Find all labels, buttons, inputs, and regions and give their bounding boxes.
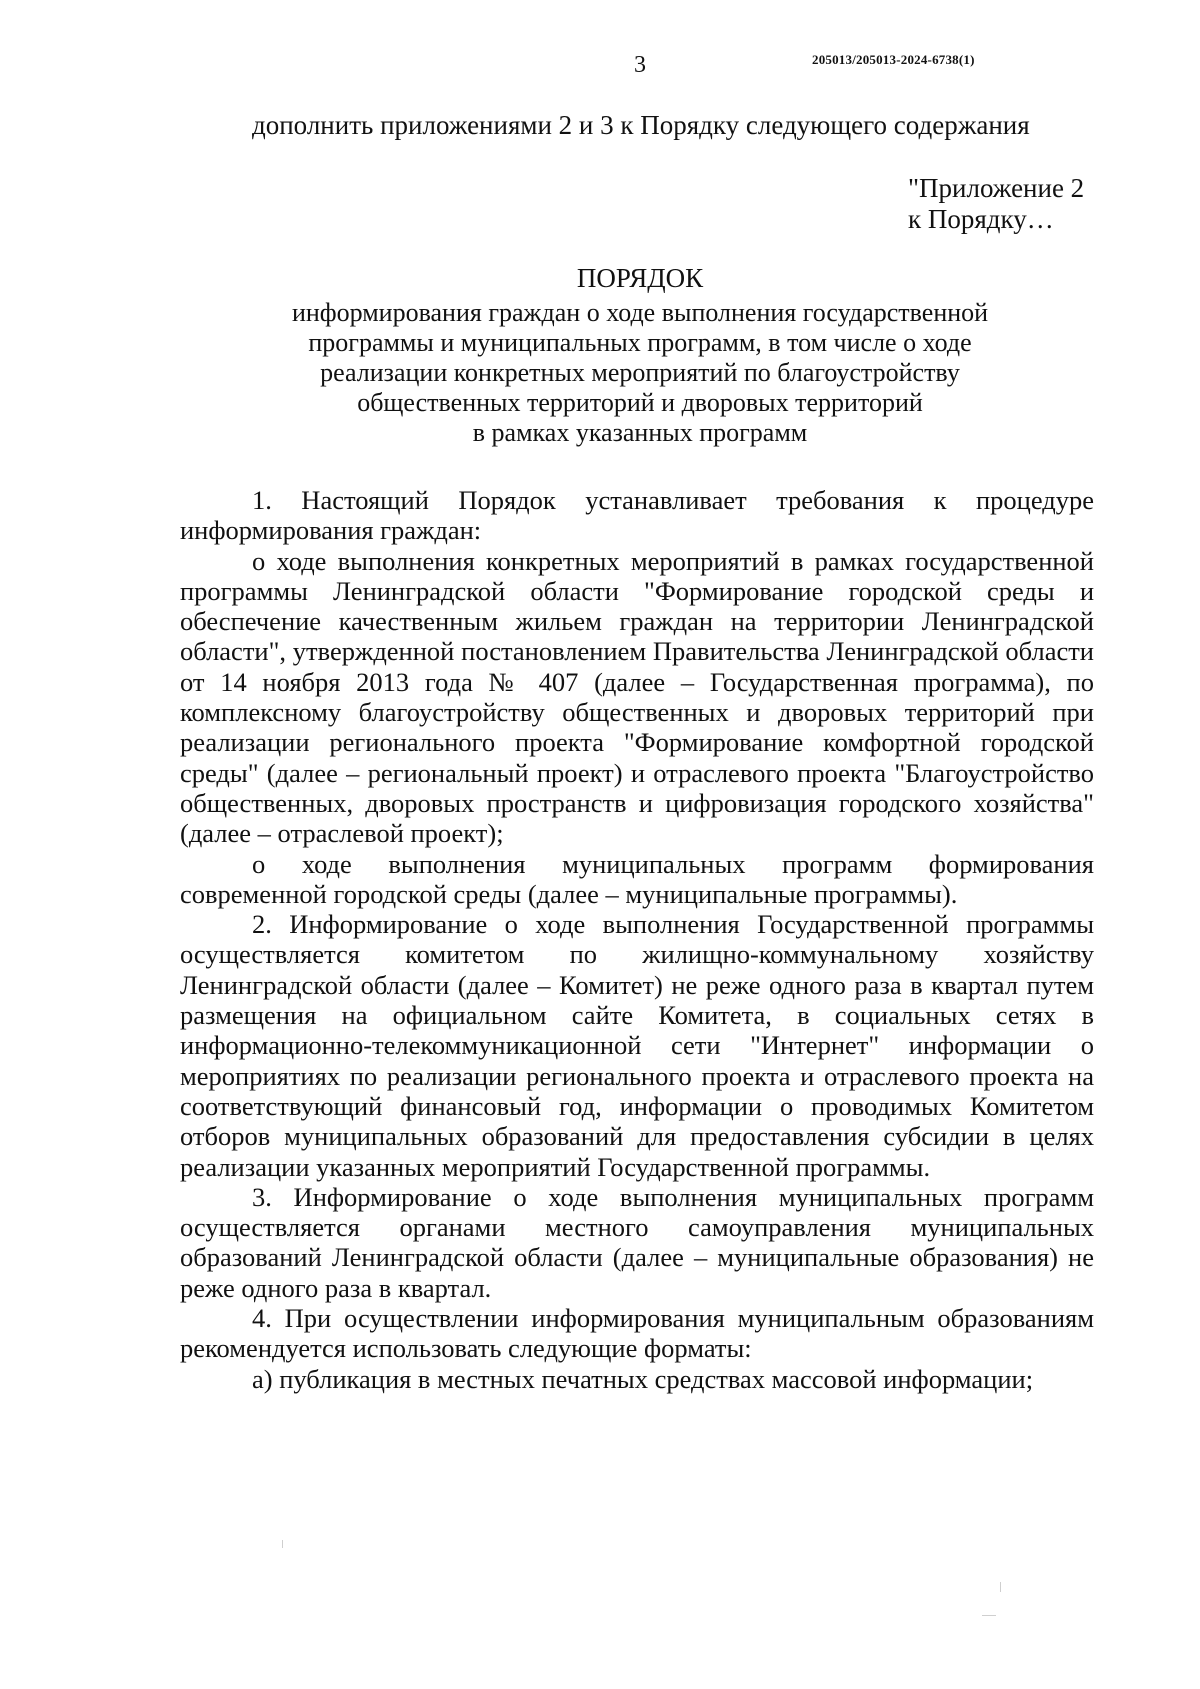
paragraph: 3. Информирование о ходе выполнения муниципальных программ осуществляется органами местного самоуправления муниципальных образований Ленинградской области (далее – муниципальные образования) не реже одного раза в квартал. bbox=[180, 1181, 1094, 1303]
subtitle-line: общественных территорий и дворовых территорий bbox=[357, 388, 923, 417]
paragraph: 1. Настоящий Порядок устанавливает требования к процедуре информирования граждан: bbox=[180, 485, 1094, 546]
scan-artifact bbox=[1000, 1582, 1001, 1592]
document-subtitle bbox=[160, 298, 1120, 448]
intro-line: дополнить приложениями 2 и 3 к Порядку следующего содержания bbox=[252, 110, 1030, 140]
paragraph: а) публикация в местных печатных средствах массовой информации; bbox=[252, 1363, 1034, 1394]
scan-artifact bbox=[982, 1615, 996, 1616]
paragraph: о ходе выполнения муниципальных программ формирования современной городской среды (далее – муниципальные программы). bbox=[180, 848, 1094, 909]
document-body bbox=[180, 485, 1094, 1394]
subtitle-line: в рамках указанных программ bbox=[472, 418, 808, 447]
appendix-line: "Приложение 2 bbox=[908, 173, 1085, 203]
paragraph: 2. Информирование о ходе выполнения Государственной программы осуществляется комитетом по жилищно-коммунальному хозяйству Ленинградской области (далее – Комитет) не реже одного раза в квартал путем размещения на официальном сайте Комитета, в социальных сетях в информационно-телекоммуникационной сети "Интернет" информации о мероприятиях по реализации регионального проекта и отраслевого проекта на соответствующий финансовый год, информации о проводимых Комитетом отборов муниципальных образований для предоставления субсидии в целях реализации указанных мероприятий Государственной программы. bbox=[180, 909, 1094, 1182]
document-id: 205013/205013-2024-6738(1) bbox=[812, 52, 975, 67]
appendix-reference bbox=[908, 173, 1084, 235]
subtitle-line: реализации конкретных мероприятий по благоустройству bbox=[320, 358, 960, 387]
appendix-line: к Порядку… bbox=[908, 204, 1054, 234]
subtitle-line: программы и муниципальных программ, в том числе о ходе bbox=[308, 328, 972, 357]
paragraph: 4. При осуществлении информирования муниципальным образованиям рекомендуется использовать следующие форматы: bbox=[180, 1303, 1094, 1364]
subtitle-line: информирования граждан о ходе выполнения государственной bbox=[291, 298, 989, 327]
scan-artifact bbox=[282, 1540, 283, 1548]
page-number: 3 bbox=[634, 52, 646, 78]
document-title: ПОРЯДОК bbox=[576, 263, 704, 293]
paragraph: о ходе выполнения конкретных мероприятий в рамках государственной программы Ленинградской области "Формирование городской среды и обеспечение качественным жильем граждан на территории Ленинградской области", утвержденной постановлением Правительства Ленинградской области от 14 ноября 2013 года № 407 (далее – Государственная программа), по комплексному благоустройству общественных и дворовых территорий при реализации регионального проекта "Формирование комфортной городской среды" (далее – региональный проект) и отраслевого проекта "Благоустройство общественных, дворовых пространств и цифровизация городского хозяйства" (далее – отраслевой проект); bbox=[180, 545, 1094, 849]
